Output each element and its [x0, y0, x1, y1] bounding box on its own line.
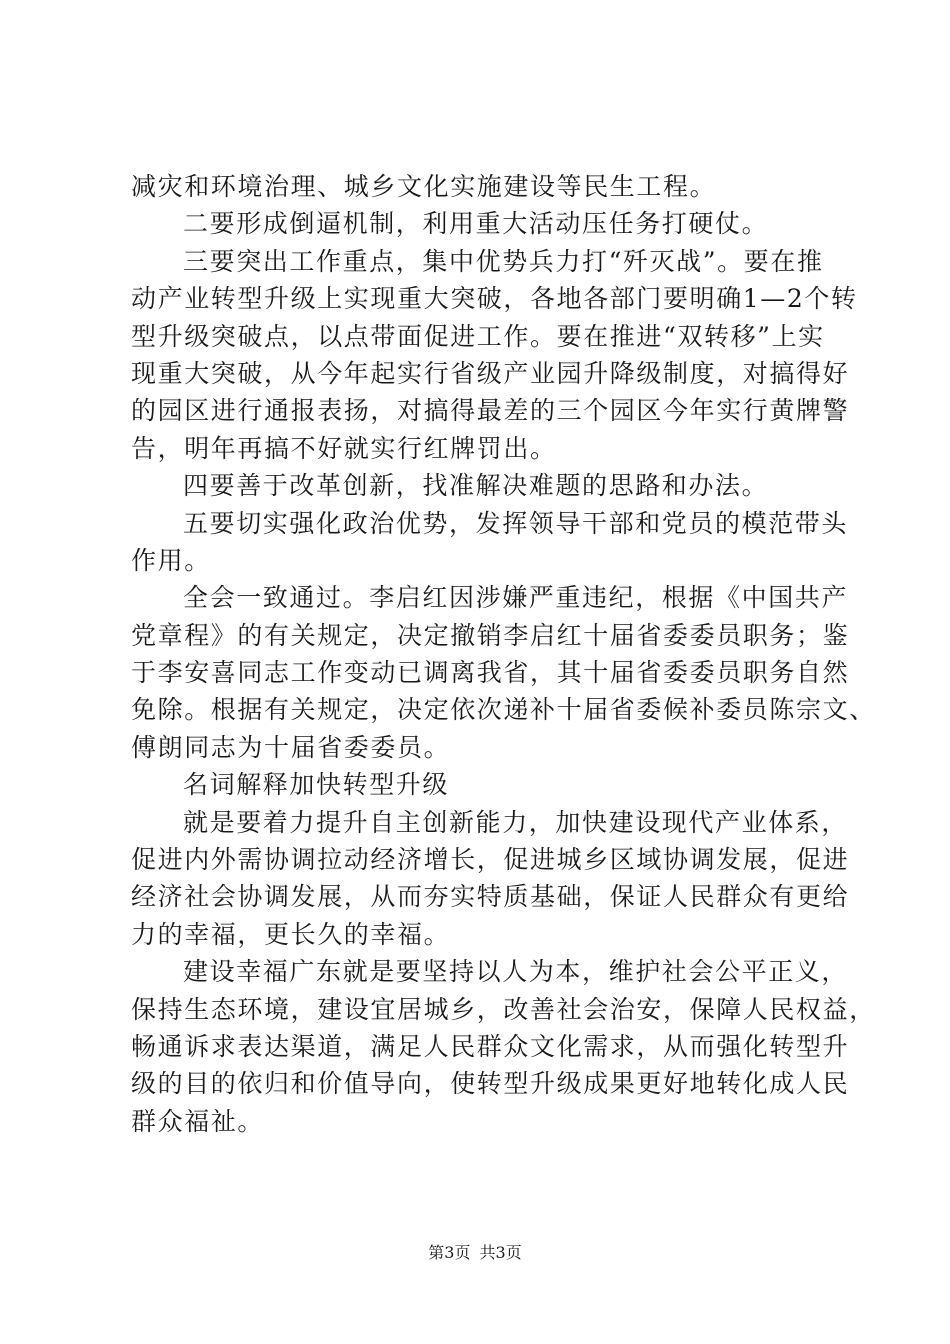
- text-line: 动产业转型升级上实现重大突破，各地各部门要明确1—2个转: [131, 284, 858, 314]
- text-line: 建设幸福广东就是要坚持以人为本，维护社会公平正义，: [183, 957, 849, 987]
- text-line: 保持生态环境，建设宜居城乡，改善社会治安，保障人民权益，: [131, 994, 876, 1024]
- text-line: 作用。: [131, 545, 211, 575]
- text-line: 型升级突破点，以点带面促进工作。要在推进“双转移”上实: [131, 321, 825, 351]
- text-line: 促进内外需协调拉动经济增长，促进城乡区域协调发展，促进: [131, 845, 850, 875]
- text-line: 就是要着力提升自主创新能力，加快建设现代产业体系，: [183, 807, 849, 837]
- page-number-footer: 第3页 共3页: [428, 1243, 522, 1262]
- text-line: 畅通诉求表达渠道，满足人民群众文化需求，从而强化转型升: [131, 1031, 850, 1061]
- text-line: 减灾和环境治理、城乡文化实施建设等民生工程。: [131, 172, 717, 201]
- text-line: 群众福祉。: [131, 1106, 265, 1136]
- text-line: 四要善于改革创新，找准解决难题的思路和办法。: [183, 471, 769, 501]
- text-line: 的园区进行通报表扬，对搞得最差的三个园区今年实行黄牌警: [131, 396, 850, 426]
- text-line: 三要突出工作重点，集中优势兵力打“歼灭战”。要在推: [183, 246, 824, 276]
- text-line: 于李安喜同志工作变动已调离我省，其十届省委委员职务自然: [131, 658, 850, 688]
- text-line: 级的目的依归和价值导向，使转型升级成果更好地转化成人民: [131, 1069, 850, 1099]
- text-line: 全会一致通过。李启红因涉嫌严重违纪，根据《中国共产: [183, 583, 849, 613]
- text-line: 告，明年再搞不好就实行红牌罚出。: [131, 433, 557, 463]
- text-line: 现重大突破，从今年起实行省级产业园升降级制度，对搞得好: [131, 358, 850, 388]
- text-line: 力的幸福，更长久的幸福。: [131, 919, 451, 949]
- text-line: 五要切实强化政治优势，发挥领导干部和党员的模范带头: [183, 508, 849, 538]
- text-line: 傅朗同志为十届省委委员。: [131, 732, 451, 762]
- section-heading: 名词解释加快转型升级: [183, 770, 450, 800]
- document-body: [131, 168, 876, 1140]
- text-line: 二要形成倒逼机制，利用重大活动压任务打硬仗。: [183, 209, 769, 239]
- text-line: 党章程》的有关规定，决定撤销李启红十届省委委员职务；鉴: [131, 620, 850, 650]
- text-line: 经济社会协调发展，从而夯实特质基础，保证人民群众有更给: [131, 882, 850, 912]
- text-line: 免除。根据有关规定，决定依次递补十届省委候补委员陈宗文、: [131, 695, 876, 725]
